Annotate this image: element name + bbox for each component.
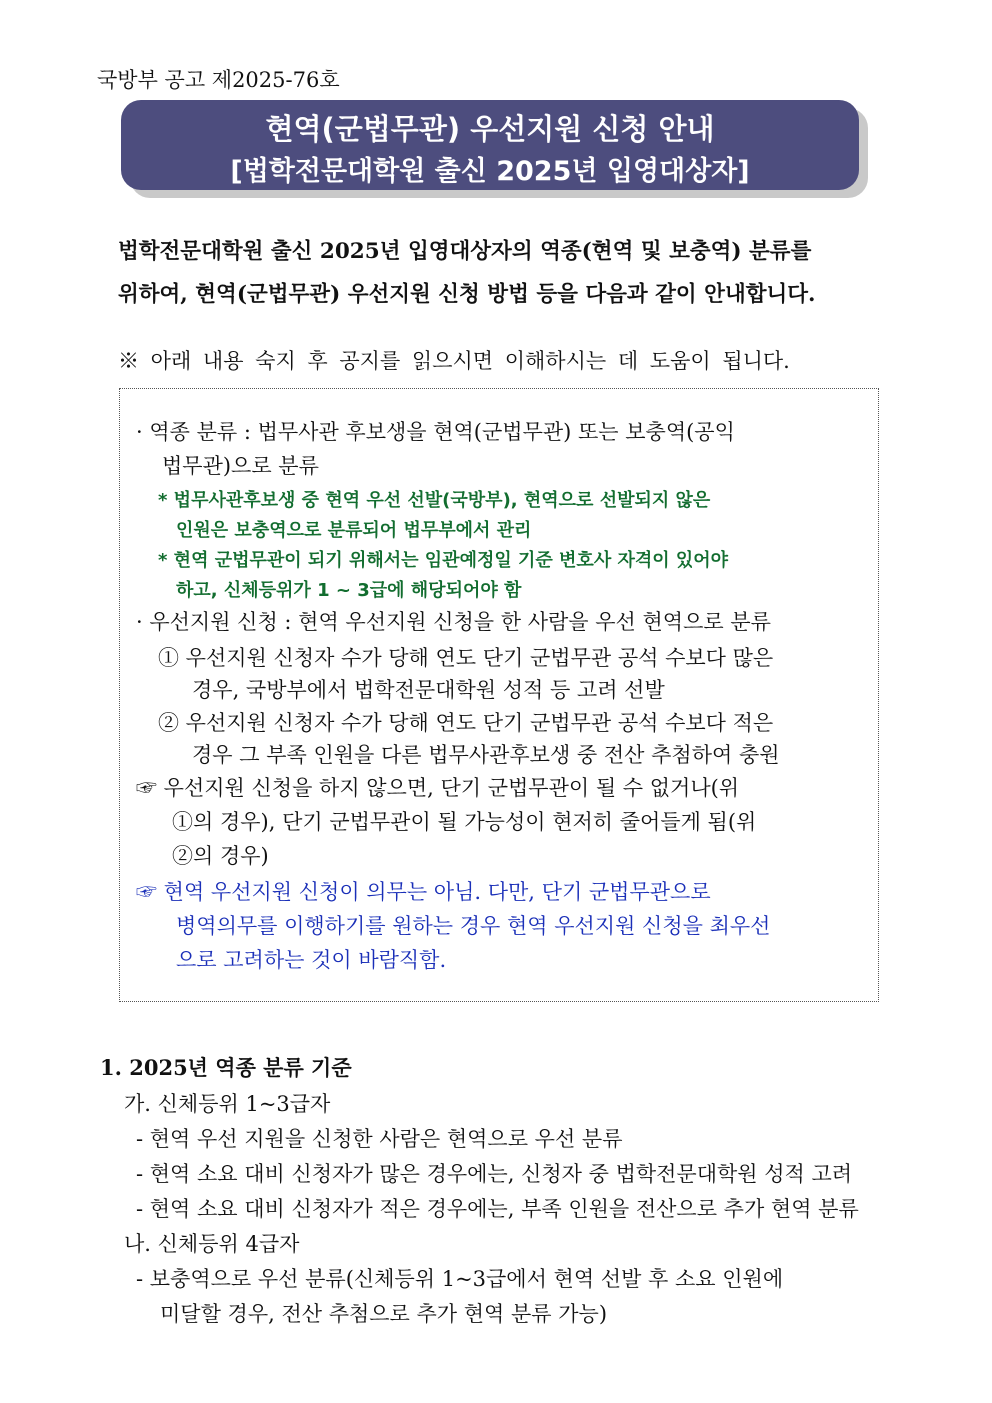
summary-box: [119, 388, 879, 1002]
warning-2-line-3: 으로 고려하는 것이 바람직함.: [176, 948, 447, 972]
section-1b-item-line-2: 미달할 경우, 전산 추첨으로 추가 현역 분류 가능): [160, 1302, 608, 1326]
intro-line-1: 법학전문대학원 출신 2025년 입영대상자의 역종(현역 및 보충역) 분류를: [118, 239, 812, 264]
priority-line-1: · 우선지원 신청 : 현역 우선지원 신청을 한 사람을 우선 현역으로 분류: [136, 610, 771, 634]
title-line-2: [법학전문대학원 출신 2025년 입영대상자]: [230, 156, 750, 187]
green-note-1-line-2: 인원은 보충역으로 분류되어 법무부에서 관리: [176, 520, 532, 541]
title-line-1: 현역(군법무관) 우선지원 신청 안내: [265, 112, 715, 146]
section-1a-item-1: - 현역 우선 지원을 신청한 사람은 현역으로 우선 분류: [136, 1127, 623, 1151]
green-note-2-line-2: 하고, 신체등위가 1 ~ 3급에 해당되어야 함: [176, 580, 522, 601]
section-1b-item-line-1: - 보충역으로 우선 분류(신체등위 1~3급에서 현역 선발 후 소요 인원에: [136, 1267, 784, 1291]
section-1-heading: 1. 2025년 역종 분류 기준: [100, 1055, 352, 1080]
green-note-2-line-1: * 현역 군법무관이 되기 위해서는 임관예정일 기준 변호사 자격이 있어야: [158, 550, 729, 571]
section-1b-heading: 나. 신체등위 4급자: [124, 1232, 300, 1256]
section-1a-item-2: - 현역 소요 대비 신청자가 많은 경우에는, 신청자 중 법학전문대학원 성적 고려: [136, 1162, 853, 1186]
warning-1-line-1: ☞ 우선지원 신청을 하지 않으면, 단기 군법무관이 될 수 없거나(위: [136, 776, 740, 800]
classification-line-1: · 역종 분류 : 법무사관 후보생을 현역(군법무관) 또는 보충역(공익: [136, 420, 735, 444]
case-2-line-2: 경우 그 부족 인원을 다른 법무사관후보생 중 전산 추첨하여 충원: [192, 743, 780, 767]
warning-2-line-2: 병역의무를 이행하기를 원하는 경우 현역 우선지원 신청을 최우선: [176, 914, 771, 938]
classification-line-2: 법무관)으로 분류: [162, 454, 319, 478]
section-1a-item-3: - 현역 소요 대비 신청자가 적은 경우에는, 부족 인원을 전산으로 추가 현역 분류: [136, 1197, 859, 1221]
case-1-line-1: ① 우선지원 신청자 수가 당해 연도 단기 군법무관 공석 수보다 많은: [158, 646, 774, 670]
intro-line-2: 위하여, 현역(군법무관) 우선지원 신청 방법 등을 다음과 같이 안내합니다.: [118, 282, 816, 307]
case-2-line-1: ② 우선지원 신청자 수가 당해 연도 단기 군법무관 공석 수보다 적은: [158, 711, 774, 735]
section-1a-heading: 가. 신체등위 1~3급자: [124, 1092, 331, 1116]
case-1-line-2: 경우, 국방부에서 법학전문대학원 성적 등 고려 선발: [192, 678, 665, 702]
warning-1-line-2: ①의 경우), 단기 군법무관이 될 가능성이 현저히 줄어들게 됨(위: [172, 810, 757, 834]
reading-remark: ※ 아래 내용 숙지 후 공지를 읽으시면 이해하시는 데 도움이 됩니다.: [118, 349, 790, 373]
green-note-1-line-1: * 법무사관후보생 중 현역 우선 선발(국방부), 현역으로 선발되지 않은: [158, 490, 711, 511]
title-banner: [121, 100, 859, 190]
warning-1-line-3: ②의 경우): [172, 844, 269, 868]
intro-paragraph: [118, 230, 900, 316]
notice-number: 국방부 공고 제2025-76호: [97, 68, 340, 92]
warning-2-line-1: ☞ 현역 우선지원 신청이 의무는 아님. 다만, 단기 군법무관으로: [136, 880, 711, 904]
